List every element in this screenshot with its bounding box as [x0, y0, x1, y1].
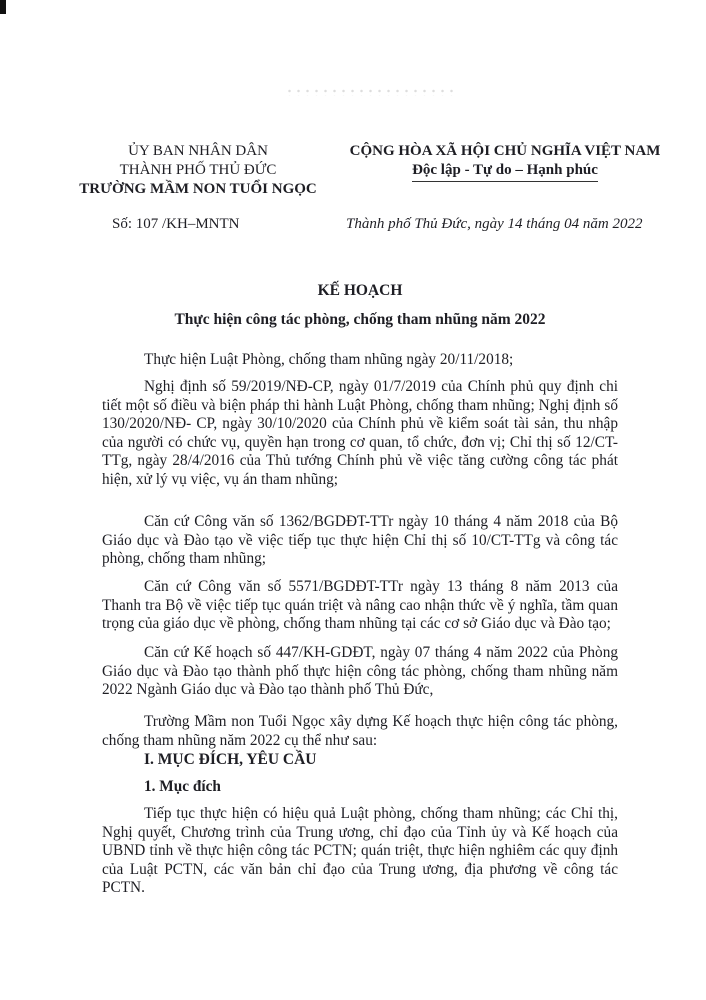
place-date: Thành phố Thủ Đức, ngày 14 tháng 04 năm 2022	[346, 216, 643, 232]
scan-noise	[285, 88, 455, 96]
issuer-block	[78, 142, 318, 199]
doc-subtitle: Thực hiện công tác phòng, chống tham nhũng năm 2022	[174, 311, 546, 328]
issuer-line-2: THÀNH PHỐ THỦ ĐỨC	[119, 162, 277, 178]
paragraph-3: Căn cứ Công văn số 1362/BGDĐT-TTr ngày 10 tháng 4 năm 2018 của Bộ Giáo dục và Đào tạo về việc tiếp tục thực hiện Chỉ thị số 10/CT-TTg và công tác phòng, chống tham nhũng;	[102, 513, 618, 568]
national-motto: Độc lập - Tự do – Hạnh phúc	[412, 161, 598, 182]
paragraph-2: Nghị định số 59/2019/NĐ-CP, ngày 01/7/2019 của Chính phủ quy định chi tiết một số điều và biện pháp thi hành Luật Phòng, chống tham nhũng; Nghị định số 130/2020/NĐ- CP, ngày 30/10/2020 của Chính phủ về kiểm soát tài sản, thu nhập của người có chức vụ, quyền hạn trong cơ quan, tổ chức, đơn vị; Chỉ thị số 12/CT-TTg, ngày 28/4/2016 của Thủ tướng Chính phủ về việc tăng cường công tác phát hiện, xử lý vụ việc, vụ án tham nhũng;	[102, 378, 618, 488]
paragraph-4: Căn cứ Công văn số 5571/BGDĐT-TTr ngày 13 tháng 8 năm 2013 của Thanh tra Bộ về việc tiếp tục quán triệt và nâng cao nhận thức về ý nghĩa, tầm quan trọng của giáo dục về phòng, chống tham nhũng tại các cơ sở Giáo dục và Đào tạo;	[102, 578, 618, 633]
doc-number: Số: 107 /KH–MNTN	[112, 216, 240, 232]
doc-title: KẾ HOẠCH	[317, 282, 403, 299]
paragraph-1: Thực hiện Luật Phòng, chống tham nhũng ngày 20/11/2018;	[144, 351, 514, 368]
issuer-school-name: TRƯỜNG MẦM NON TUỔI NGỌC	[79, 181, 317, 197]
section-paragraph: Tiếp tục thực hiện có hiệu quả Luật phòng, chống tham nhũng; các Chỉ thị, Nghị quyết, Chương trình của Trung ương, chỉ đạo của Tỉnh ủy và Kế hoạch của UBND tỉnh về thực hiện công tác PCTN; quán triệt, thực hiện nghiêm các quy định của Luật PCTN, các văn bản chỉ đạo của Trung ương, địa phương về công tác PCTN.	[102, 805, 618, 897]
national-title: CỘNG HÒA XÃ HỘI CHỦ NGHĨA VIỆT NAM	[349, 143, 661, 159]
paragraph-5: Căn cứ Kế hoạch số 447/KH-GDĐT, ngày 07 tháng 4 năm 2022 của Phòng Giáo dục và Đào tạo thành phố thực hiện công tác phòng, chống tham nhũng năm 2022 Ngành Giáo dục và Đào tạo thành phố Thủ Đức,	[102, 644, 618, 699]
section-subheading: 1. Mục đích	[144, 778, 221, 795]
paragraph-6: Trường Mầm non Tuổi Ngọc xây dựng Kế hoạch thực hiện công tác phòng, chống tham nhũng năm 2022 cụ thể như sau:	[102, 713, 618, 749]
national-motto-block	[335, 142, 675, 182]
issuer-line-1: ỦY BAN NHÂN DÂN	[128, 143, 268, 159]
section-heading: I. MỤC ĐÍCH, YÊU CẦU	[144, 751, 317, 768]
scan-corner-mark	[0, 0, 6, 14]
